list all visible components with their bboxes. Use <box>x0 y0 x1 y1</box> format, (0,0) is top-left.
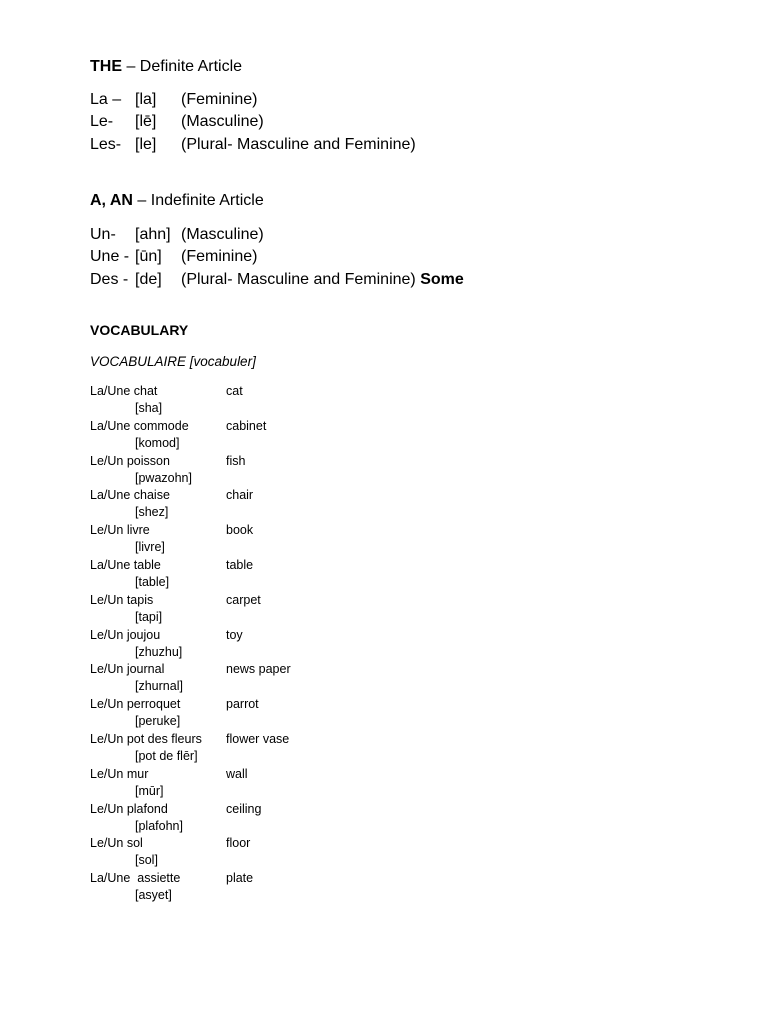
vocabulary-subtitle: VOCABULAIRE [vocabuler] <box>90 354 256 369</box>
article-pronunciation: [de] <box>135 271 162 288</box>
vocab-word: Le/Un perroquet <box>90 697 181 712</box>
vocab-translation: floor <box>226 836 251 851</box>
article-text: Le- <box>90 113 114 130</box>
article-gender: (Feminine) <box>181 91 258 108</box>
article-gender: (Plural- Masculine and Feminine) <box>181 136 416 153</box>
list-item <box>90 522 490 557</box>
vocab-word: La/Une chat <box>90 384 158 398</box>
vocab-translation: toy <box>226 627 243 642</box>
vocab-translation: book <box>226 523 254 538</box>
list-item <box>90 627 490 662</box>
list-item <box>90 801 490 836</box>
list-item <box>90 592 490 627</box>
vocab-translation: ceiling <box>226 801 262 816</box>
vocab-translation: carpet <box>226 592 261 607</box>
vocab-word: Le/Un livre <box>90 523 150 538</box>
article-text: La – <box>90 91 122 108</box>
vocabulary-title: VOCABULARY <box>90 322 189 338</box>
vocab-word: Le/Un sol <box>90 836 143 851</box>
definite-article-heading <box>90 57 242 77</box>
list-item <box>90 418 490 453</box>
vocabulary-list <box>90 383 490 905</box>
vocab-pronunciation: [komod] <box>135 435 180 450</box>
vocab-pronunciation: [plafohn] <box>135 818 183 833</box>
vocab-translation: cat <box>226 384 243 398</box>
vocab-pronunciation: [shez] <box>135 505 169 520</box>
vocab-pronunciation: [table] <box>135 574 170 589</box>
vocab-pronunciation: [mūr] <box>135 783 164 798</box>
article-text: Des - <box>90 271 129 288</box>
list-item <box>90 661 490 696</box>
vocab-word: La/Une chaise <box>90 488 170 503</box>
indefinite-article-heading <box>90 191 264 211</box>
article-gender: (Masculine) <box>181 113 264 130</box>
vocab-pronunciation: [pot de flēr] <box>135 748 198 763</box>
article-text: Un- <box>90 226 116 243</box>
list-item <box>90 766 490 801</box>
article-extra-bold: Some <box>420 271 464 288</box>
article-gender: (Masculine) <box>181 226 264 243</box>
definite-heading-bold: THE <box>90 58 122 75</box>
list-item <box>90 696 490 731</box>
list-item <box>90 870 490 905</box>
article-gender <box>181 269 464 291</box>
vocab-word: Le/Un joujou <box>90 627 161 642</box>
vocab-pronunciation: [livre] <box>135 540 165 555</box>
indefinite-heading-text: – Indefinite Article <box>132 192 264 209</box>
vocab-word: La/Une table <box>90 557 161 572</box>
list-item <box>90 557 490 592</box>
vocab-translation: chair <box>226 488 254 503</box>
vocab-translation: fish <box>226 453 246 468</box>
list-item <box>90 383 490 418</box>
vocab-pronunciation: [tapi] <box>135 609 163 624</box>
vocab-pronunciation: [pwazohn] <box>135 470 192 485</box>
vocab-pronunciation: [sha] <box>135 401 163 415</box>
list-item <box>90 453 490 488</box>
vocab-word: Le/Un mur <box>90 766 149 781</box>
vocab-translation: wall <box>226 766 248 781</box>
vocab-word: La/Une assiette <box>90 871 181 886</box>
article-gender: (Feminine) <box>181 248 258 265</box>
article-pronunciation: [ahn] <box>135 226 171 243</box>
article-pronunciation: [ūn] <box>135 248 162 265</box>
list-item <box>90 487 490 522</box>
list-item <box>90 835 490 870</box>
article-pronunciation: [le] <box>135 136 157 153</box>
vocab-word: Le/Un tapis <box>90 592 154 607</box>
vocab-translation: parrot <box>226 697 259 712</box>
vocab-pronunciation: [peruke] <box>135 714 181 729</box>
vocab-pronunciation: [zhuzhu] <box>135 644 183 659</box>
vocab-word: La/Une commode <box>90 418 189 433</box>
article-text: Les- <box>90 136 122 153</box>
vocab-translation: news paper <box>226 662 291 677</box>
vocab-pronunciation: [asyet] <box>135 888 172 903</box>
indefinite-heading-bold: A, AN <box>90 192 133 209</box>
article-pronunciation: [lē] <box>135 113 157 130</box>
vocab-word: Le/Un poisson <box>90 453 170 468</box>
vocab-translation: table <box>226 557 254 572</box>
vocab-translation: flower vase <box>226 731 290 746</box>
definite-heading-text: – Definite Article <box>122 58 243 75</box>
vocab-translation: cabinet <box>226 418 267 433</box>
article-text: Une - <box>90 248 130 265</box>
list-item <box>90 731 490 766</box>
vocab-word: Le/Un journal <box>90 662 165 677</box>
article-pronunciation: [la] <box>135 91 157 108</box>
article-gender-text: (Plural- Masculine and Feminine) <box>181 271 416 288</box>
vocab-translation: plate <box>226 871 254 886</box>
vocab-word: Le/Un pot des fleurs <box>90 731 202 746</box>
vocab-word: Le/Un plafond <box>90 801 168 816</box>
vocab-pronunciation: [zhurnal] <box>135 679 183 694</box>
vocab-pronunciation: [sol] <box>135 853 158 868</box>
